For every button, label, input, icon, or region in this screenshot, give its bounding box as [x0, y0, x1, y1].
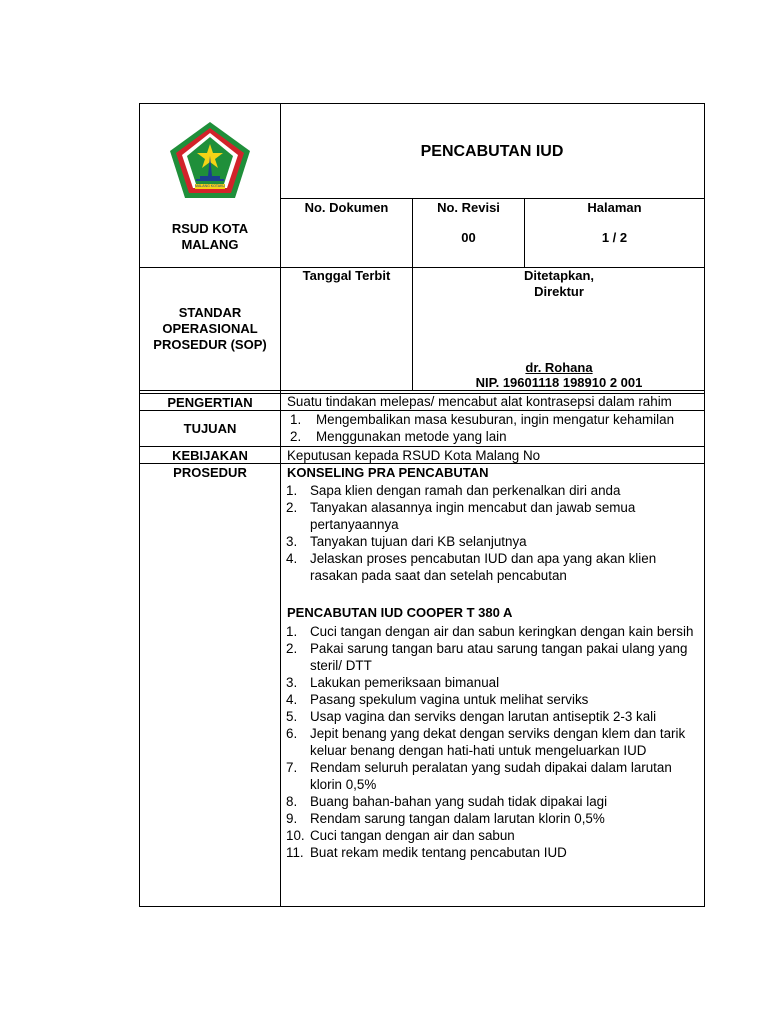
pengertian-text: Suatu tindakan melepas/ mencabut alat kontrasepsi dalam rahim — [287, 394, 672, 409]
list-item: 11. Buat rekam medik tentang pencabutan IUD — [286, 845, 567, 860]
konseling-heading: KONSELING PRA PENCABUTAN — [287, 465, 489, 480]
list-item: 9. Rendam sarung tangan dalam larutan klorin 0,5% — [286, 811, 605, 826]
hospital-name: RSUD KOTA MALANG — [171, 221, 249, 252]
list-item: 3. Lakukan pemeriksaan bimanual — [286, 675, 500, 690]
list-item: 7. Rendam seluruh peralatan yang sudah dipakai dalam larutan klorin 0,5% — [286, 760, 672, 792]
signer-name: dr. Rohana — [525, 360, 593, 375]
city-logo — [168, 120, 252, 200]
list-item: 1. Mengembalikan masa kesuburan, ingin mengatur kehamilan — [290, 412, 675, 427]
kebijakan-text: Keputusan kepada RSUD Kota Malang No — [287, 448, 541, 463]
prosedur-label: PROSEDUR — [173, 465, 247, 480]
sop-label: STANDAR OPERASIONAL PROSEDUR (SOP) — [153, 305, 267, 352]
logo-motto: MALANG KOTAKU — [195, 184, 225, 188]
no-dokumen-label: No. Dokumen — [304, 200, 389, 215]
tujuan-label: TUJUAN — [183, 421, 237, 436]
list-item: 5. Usap vagina dan serviks dengan larutan antiseptik 2-3 kali — [286, 709, 657, 724]
list-item: 6. Jepit benang yang dekat dengan serviks dengan klem dan tarik keluar benang dengan hati-hati untuk mengeluarkan IUD — [286, 726, 686, 758]
konseling-list — [286, 482, 700, 584]
list-item: 2. Pakai sarung tangan baru atau sarung tangan pakai ulang yang steril/ DTT — [286, 641, 688, 673]
malang-emblem-icon — [168, 120, 252, 200]
list-item: 1. Sapa klien dengan ramah dan perkenalkan diri anda — [286, 483, 621, 498]
pencabutan-list — [286, 623, 700, 861]
list-item: 8. Buang bahan-bahan yang sudah tidak dipakai lagi — [286, 794, 608, 809]
list-item: 3. Tanyakan tujuan dari KB selanjutnya — [286, 534, 527, 549]
halaman-label: Halaman — [587, 200, 642, 215]
pengertian-label: PENGERTIAN — [167, 395, 253, 410]
kebijakan-label: KEBIJAKAN — [172, 448, 248, 463]
no-revisi-value: 00 — [461, 230, 476, 245]
list-item: 1. Cuci tangan dengan air dan sabun keringkan dengan kain bersih — [286, 624, 694, 639]
list-item: 2. Tanyakan alasannya ingin mencabut dan jawab semua pertanyaannya — [286, 500, 636, 532]
pencabutan-heading: PENCABUTAN IUD COOPER T 380 A — [287, 605, 513, 620]
list-item: 4. Jelaskan proses pencabutan IUD dan apa yang akan klien rasakan pada saat dan setelah pencabutan — [286, 551, 657, 583]
tanggal-terbit-label: Tanggal Terbit — [302, 268, 391, 283]
halaman-value: 1 / 2 — [601, 230, 628, 245]
list-item: 4. Pasang spekulum vagina untuk melihat serviks — [286, 692, 589, 707]
signer-nip: NIP. 19601118 198910 2 001 — [475, 375, 643, 390]
tujuan-list — [290, 411, 704, 445]
list-item: 10. Cuci tangan dengan air dan sabun — [286, 828, 515, 843]
no-revisi-label: No. Revisi — [437, 200, 500, 215]
list-item: 2. Menggunakan metode yang lain — [290, 429, 507, 444]
page-title: PENCABUTAN IUD — [420, 143, 564, 160]
ditetapkan-label: Ditetapkan, — [523, 268, 595, 283]
direktur-label: Direktur — [534, 284, 584, 299]
